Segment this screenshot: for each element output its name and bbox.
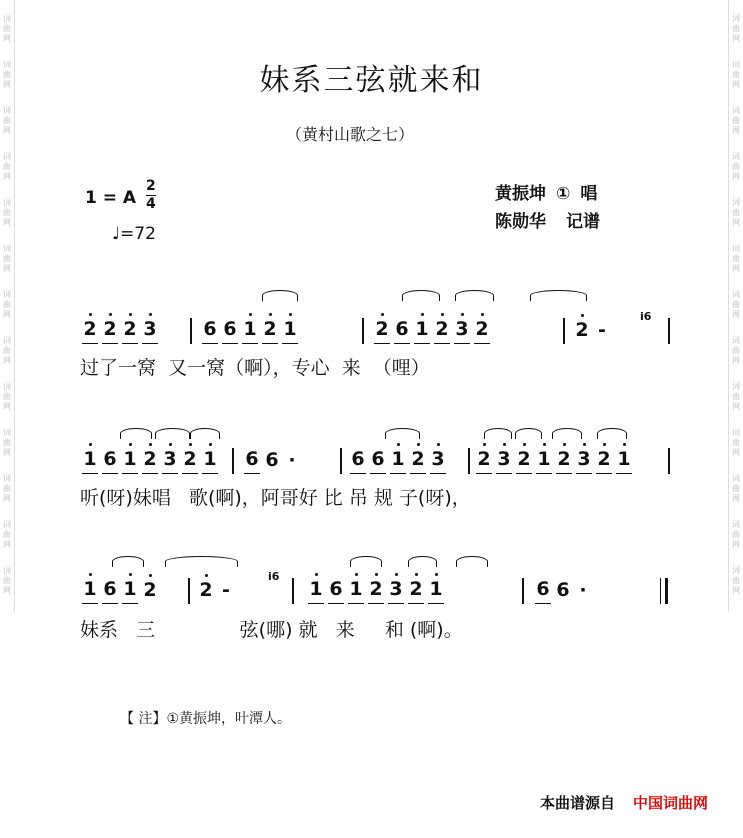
note: - [598, 319, 606, 341]
note: · [579, 579, 587, 601]
note: 3 [576, 448, 592, 474]
barline [468, 448, 470, 474]
note: 2 [368, 578, 384, 604]
slur [165, 556, 238, 567]
slur [408, 556, 437, 567]
watermark-text: 词 曲 网 [732, 198, 740, 227]
measure [308, 568, 448, 604]
note: 6 [222, 318, 238, 344]
slur [155, 428, 190, 439]
note: 3 [430, 448, 446, 474]
time-signature [146, 178, 156, 213]
tempo-marking: ♩=72 [112, 224, 156, 244]
note: 3 [496, 448, 512, 474]
watermark-text: 词 曲 网 [3, 290, 11, 319]
note: 3 [162, 448, 178, 474]
note: 6 [394, 318, 410, 344]
watermark-text: 词 曲 网 [3, 106, 11, 135]
measure [476, 438, 636, 474]
note: 1 [616, 448, 632, 474]
barline [668, 318, 670, 344]
watermark-text: 词 曲 网 [732, 520, 740, 549]
lyrics-line-3: 妹系 三 弦(哪) 就 来 和 (啊)。 [80, 619, 463, 641]
measure [82, 308, 162, 344]
note: 1 [122, 578, 138, 604]
barline [563, 318, 565, 344]
note: 2 [82, 318, 98, 344]
watermark-text: 词 曲 网 [3, 474, 11, 503]
note: 2 [198, 579, 214, 604]
note: 2 [374, 318, 390, 344]
barline [362, 318, 364, 344]
note: 1 [282, 318, 298, 344]
watermark-text: 词 曲 网 [732, 290, 740, 319]
song-title: 妹系三弦就来和 [259, 63, 484, 98]
measure [82, 438, 222, 474]
note: 6 [265, 449, 279, 471]
measure [350, 438, 450, 474]
watermark-text: 词 曲 网 [732, 244, 740, 273]
note: 1 [82, 448, 98, 474]
credits [495, 180, 610, 236]
measure [198, 568, 238, 604]
slur [515, 428, 542, 439]
watermark-text: 词 曲 网 [3, 520, 11, 549]
time-bottom: 4 [146, 196, 156, 212]
note: 2 [474, 318, 490, 344]
watermark-text: 词 曲 网 [3, 198, 11, 227]
note: 6 [244, 448, 260, 474]
note: 6 [202, 318, 218, 344]
watermark-text: 词 曲 网 [732, 336, 740, 365]
slur [484, 428, 512, 439]
note: 1 [390, 448, 406, 474]
note: 2 [574, 319, 590, 344]
note: 2 [142, 579, 158, 604]
note: 6 [535, 578, 551, 604]
note: 3 [454, 318, 470, 344]
barline [190, 318, 192, 344]
watermark-text: 词 曲 网 [732, 60, 740, 89]
slur [262, 290, 298, 301]
note: 6 [556, 579, 570, 601]
note: 2 [476, 448, 492, 474]
watermark-text: 词 曲 网 [732, 152, 740, 181]
watermark-text: 词 曲 网 [3, 244, 11, 273]
barline [188, 578, 190, 604]
barline [668, 448, 670, 474]
note: 1 [428, 578, 444, 604]
watermark-text: 词 曲 网 [3, 14, 11, 43]
slur [112, 556, 144, 567]
measure [244, 438, 304, 474]
note: 2 [122, 318, 138, 344]
barline [522, 578, 524, 604]
note: 1 [122, 448, 138, 474]
barline [292, 578, 294, 604]
credit-transcriber: 陈勋华 记谱 [495, 212, 600, 232]
note: 1 [242, 318, 258, 344]
slur [455, 290, 494, 301]
slur [552, 428, 582, 439]
note: 2 [142, 448, 158, 474]
watermark-text: 词 曲 网 [732, 382, 740, 411]
note: 6 [350, 448, 366, 474]
measure [374, 308, 494, 344]
key-signature: 1 = A [85, 188, 137, 208]
final-barline [660, 578, 668, 604]
note: 1 [348, 578, 364, 604]
note: 1 [308, 578, 324, 604]
watermark-text: 词 曲 网 [3, 382, 11, 411]
note: 2 [262, 318, 278, 344]
note: - [222, 579, 230, 601]
slur [530, 290, 587, 301]
lyrics-line-1: 过了一窝 又一窝（啊），专心 来 （哩） [80, 357, 430, 379]
note: · [288, 449, 296, 471]
slur [350, 556, 382, 567]
source-site: 中国词曲网 [632, 794, 708, 812]
note: 3 [142, 318, 158, 344]
barline [340, 448, 342, 474]
footnote: 【 注】①黄振坤，叶潭人。 [120, 711, 292, 727]
note: 2 [410, 448, 426, 474]
credit-singer: 黄振坤 ① 唱 [495, 184, 598, 204]
grace-note: i6 [640, 310, 652, 323]
note: 1 [536, 448, 552, 474]
watermark-text: 词 曲 网 [732, 14, 740, 43]
note: 6 [328, 578, 344, 604]
note: 2 [408, 578, 424, 604]
lyrics-line-2: 听(呀)妹唱 歌(啊)，阿哥好 比 吊 规 子(呀)， [80, 487, 471, 509]
slur [385, 428, 420, 439]
watermark-text: 词 曲 网 [3, 566, 11, 595]
note: 6 [370, 448, 386, 474]
note: 6 [102, 448, 118, 474]
note: 2 [556, 448, 572, 474]
note: 2 [596, 448, 612, 474]
note: 3 [388, 578, 404, 604]
watermark-text: 词 曲 网 [3, 428, 11, 457]
source-label: 本曲谱源自 [539, 794, 615, 812]
measure [535, 568, 595, 604]
watermark-text: 词 曲 网 [732, 428, 740, 457]
watermark-text: 词 曲 网 [732, 566, 740, 595]
watermark-text: 词 曲 网 [3, 60, 11, 89]
measure [82, 568, 162, 604]
watermark-text: 词 曲 网 [732, 474, 740, 503]
slur [456, 556, 488, 567]
source-credit [540, 792, 708, 813]
time-top: 2 [146, 178, 156, 194]
watermark-text: 词 曲 网 [3, 336, 11, 365]
watermark-text: 词 曲 网 [732, 106, 740, 135]
note: 1 [202, 448, 218, 474]
slur [190, 428, 220, 439]
note: 2 [434, 318, 450, 344]
note: 6 [102, 578, 118, 604]
barline [232, 448, 234, 474]
note: 2 [102, 318, 118, 344]
note: 2 [516, 448, 532, 474]
watermark-text: 词 曲 网 [3, 152, 11, 181]
song-subtitle: （黄村山歌之七） [285, 125, 414, 144]
slur [120, 428, 152, 439]
note: 1 [414, 318, 430, 344]
measure [202, 308, 302, 344]
note: 1 [82, 578, 98, 604]
measure [574, 308, 614, 344]
grace-note: i6 [268, 570, 280, 583]
slur [402, 290, 440, 301]
slur [597, 428, 627, 439]
note: 2 [182, 448, 198, 474]
